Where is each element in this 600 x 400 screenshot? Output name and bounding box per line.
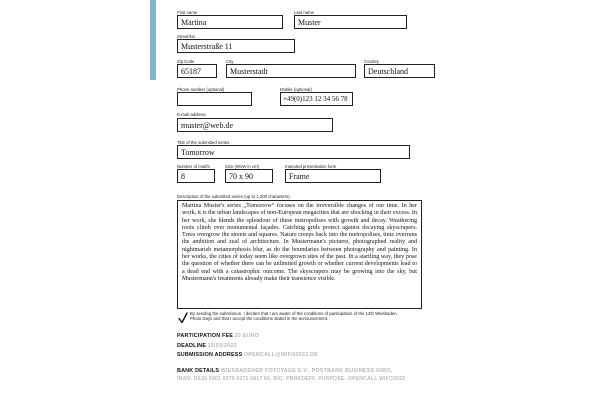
consent-line-2: Photo Days and that I accept the conditions stated in the announcement. [190, 316, 329, 322]
mobile-field[interactable]: +49(0)123 12 34 56 78 [280, 92, 353, 106]
email-label: E-mail address [177, 112, 206, 117]
last-name-field[interactable]: Muster [294, 15, 407, 29]
motifs-label: Number of motifs [177, 164, 210, 169]
phone-label: Phone number (optional) [177, 87, 225, 92]
bank-label: BANK DETAILS [177, 368, 220, 374]
description-field[interactable]: Martina Muster's series „Tomorrow“ focuses on the irreversible changes of our time. In her work, it is the urban landscapes of non-European megacities that are shocking in their excess. In her work, she blends the splendour of these metropolises with growth and decay. Weathering roots climb over monumental façades. Catching grids protect against decaying skyscrapers. Trees overgrow the streets and squares. Nature creeps back into the metropolises, time overruns the ambition and zeal of architecture. In Mustermann's pictures, photographed reality and nightmarish metamorphosis blur, as do the boundaries between photography and painting. In her works, the cities of today seem like overgrown sites of the past. In a startling way, they pose the question of whether there can be unlimited growth or whether current developments lead to a dead end with a catastrophic outcome. The skyscrapers may be growing into the sky, but Mustermann's treatments already make their transience visible. [177, 200, 422, 309]
deadline-label: DEADLINE [177, 343, 207, 349]
series-title-field[interactable]: Tomorrow [177, 145, 410, 159]
city-field[interactable]: Musterstadt [226, 64, 356, 78]
last-name-label: Last name [294, 10, 315, 15]
accent-bar [150, 0, 156, 80]
bank-row [177, 368, 392, 375]
submission-value: OPENCALL@WIFO2022.DE [243, 352, 318, 358]
first-name-field[interactable]: Martina [177, 15, 283, 29]
country-label: Country [364, 59, 380, 64]
country-field[interactable]: Deutschland [364, 64, 435, 78]
presentation-field[interactable]: Frame [285, 169, 381, 183]
fee-value: 20 EURO [234, 333, 260, 339]
street-label: Street/No [177, 34, 196, 39]
mobile-label: Mobile (optional) [280, 87, 312, 92]
first-name-label: First name [177, 10, 198, 15]
zip-label: Zip Code [177, 59, 195, 64]
bank-value: WIESBADENER FOTOTAGE E.V., POSTBANK BUSINESS GIRO, [220, 368, 393, 374]
consent-line-1: By sending the submission, I declare that I am aware of the conditions of participation of the 12th Wiesbaden [190, 311, 397, 316]
deadline-value: 15/03/2022 [207, 343, 237, 349]
fee-row [177, 333, 259, 340]
zip-field[interactable]: 65187 [177, 64, 217, 78]
size-label: Size (WxW in cm) [225, 164, 260, 169]
deadline-row [177, 343, 237, 350]
presentation-label: Intended presentation form [285, 164, 337, 169]
fee-label: PARTICIPATION FEE [177, 333, 234, 339]
street-field[interactable]: Musterstraße 11 [177, 39, 295, 53]
consent-checkmark-icon[interactable] [178, 312, 188, 324]
bank-iban-line: IBAN: DE30 5001 0070 0371 5817 00, BIC: PBNKDEFF, PURPOSE: OPENCALL WIFO2022 [177, 376, 406, 382]
series-title-label: Title of the submitted series [177, 140, 230, 145]
size-field[interactable]: 70 x 90 [225, 169, 273, 183]
description-label: Description of the submitted series (up to 1,200 characters) [177, 194, 290, 199]
city-label: City [226, 59, 234, 64]
phone-field[interactable] [177, 92, 252, 106]
submission-row [177, 352, 318, 359]
consent-text [190, 311, 420, 322]
motifs-field[interactable]: 8 [177, 169, 215, 183]
email-field[interactable]: muster@web.de [177, 118, 333, 132]
submission-label: SUBMISSION ADDRESS [177, 352, 243, 358]
